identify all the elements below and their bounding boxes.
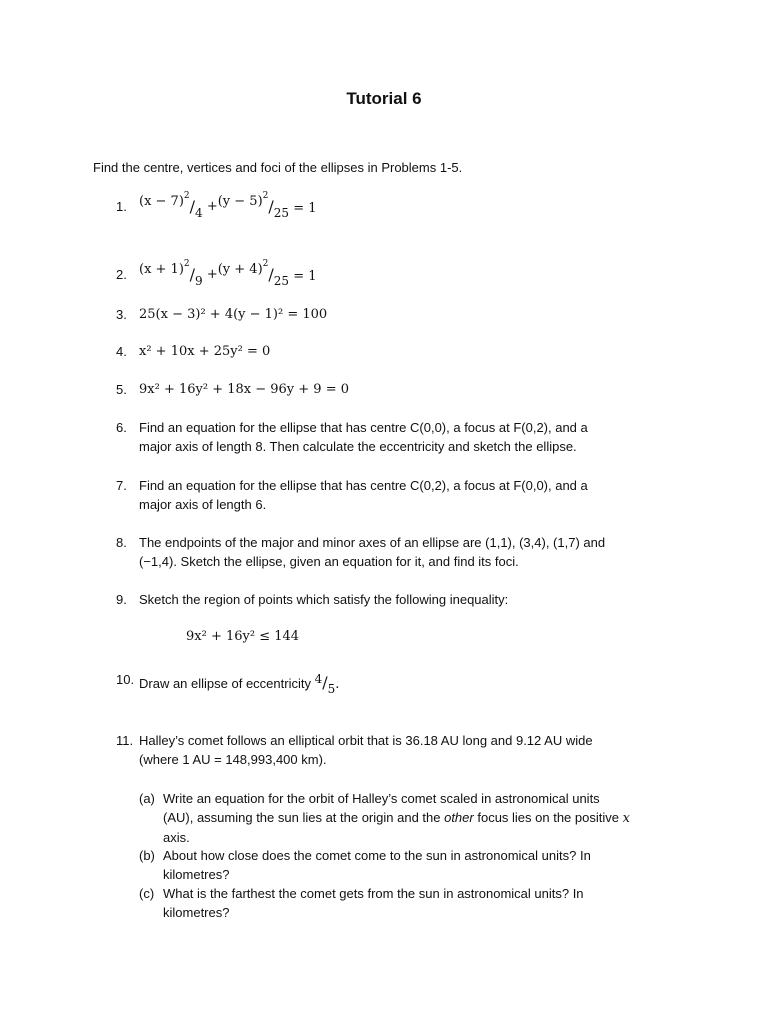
subquestion-label: (a)	[139, 791, 155, 806]
problem-number: 2.	[116, 267, 127, 282]
problem-number: 4.	[116, 344, 127, 359]
subquestion-text-line: About how close does the comet come to the sun in astronomical units? In	[163, 848, 591, 863]
subquestion-text-line: axis.	[163, 830, 190, 845]
page-title: Tutorial 6	[346, 89, 422, 108]
subquestion-text-line: kilometres?	[163, 867, 230, 882]
eq2-rhs: = 1	[293, 269, 317, 284]
problem-number: 5.	[116, 382, 127, 397]
problem-number: 8.	[116, 535, 127, 550]
eq1-term-b: 4	[195, 206, 203, 220]
problem-number: 10.	[116, 672, 135, 687]
equation-4: x² + 10x + 25y² = 0	[139, 344, 271, 359]
eq2-term-c: (y + 4)	[217, 262, 263, 277]
intro-text: Find the centre, vertices and foci of the ellipses in Problems 1-5.	[93, 160, 463, 175]
problem-text-line: (−1,4). Sketch the ellipse, given an equation for it, and find its foci.	[139, 554, 519, 569]
eq1-term-c: (y − 5)	[217, 194, 263, 209]
equation-5: 9x² + 16y² + 18x − 96y + 9 = 0	[139, 382, 349, 397]
subquestion-text-line: What is the farthest the comet gets from the sun in astronomical units? In	[163, 886, 584, 901]
inequality: 9x² + 16y² ≤ 144	[186, 629, 300, 644]
subquestion-text-line: kilometres?	[163, 905, 230, 920]
problem-text-line: Draw an ellipse of eccentricity	[139, 676, 311, 691]
equation-2: $(x + 1)^2/9 +(y + 4)^2/25 = 1$	[139, 259, 317, 288]
equation-1: $(x - 7)^2/4 +(y - 5)^2/25 = 1$	[139, 191, 317, 220]
eq2-term-a: (x + 1)	[139, 262, 184, 277]
problem-number: 11.	[116, 733, 134, 748]
problem-number: 3.	[116, 307, 127, 322]
problem-text-line: Find an equation for the ellipse that has centre C(0,0), a focus at F(0,2), and a	[139, 420, 588, 435]
problem-number: 6.	[116, 420, 127, 435]
eccentricity-fraction: 4/5.	[314, 672, 340, 696]
eq2-term-b: 9	[195, 274, 203, 288]
problem-number: 1.	[116, 199, 127, 214]
subquestion-label: (b)	[139, 848, 155, 863]
problem-number: 9.	[116, 592, 127, 607]
emphasis-text: other	[444, 810, 474, 825]
problem-text-line: major axis of length 6.	[139, 497, 267, 512]
problem-text-line: Find an equation for the ellipse that has centre C(0,2), a focus at F(0,0), and a	[139, 478, 588, 493]
fraction-denominator: 5	[327, 682, 336, 696]
eq1-rhs: = 1	[293, 201, 317, 216]
fraction-numerator: 4	[314, 672, 323, 686]
eq2-term-d: 25	[273, 274, 290, 288]
equation-3: 25(x − 3)² + 4(y − 1)² = 100	[139, 307, 328, 322]
subquestion-text-line: (AU), assuming the sun lies at the origin and the other focus lies on the positive x	[163, 810, 630, 826]
problem-text-line: major axis of length 8. Then calculate the eccentricity and sketch the ellipse.	[139, 439, 577, 454]
eq1-term-a: (x − 7)	[139, 194, 184, 209]
problem-number: 7.	[116, 478, 127, 493]
eq1-term-d: 25	[273, 206, 290, 220]
problem-text-line: Sketch the region of points which satisfy the following inequality:	[139, 592, 509, 607]
variable-x: x	[622, 811, 630, 826]
problem-text-line: The endpoints of the major and minor axes of an ellipse are (1,1), (3,4), (1,7) and	[139, 535, 606, 550]
problem-text-line: Halley’s comet follows an elliptical orbit that is 36.18 AU long and 9.12 AU wide	[139, 733, 593, 748]
subquestion-label: (c)	[139, 886, 155, 901]
problem-text-line: (where 1 AU = 148,993,400 km).	[139, 752, 327, 767]
subquestion-text-line: Write an equation for the orbit of Halley’s comet scaled in astronomical units	[163, 791, 600, 806]
